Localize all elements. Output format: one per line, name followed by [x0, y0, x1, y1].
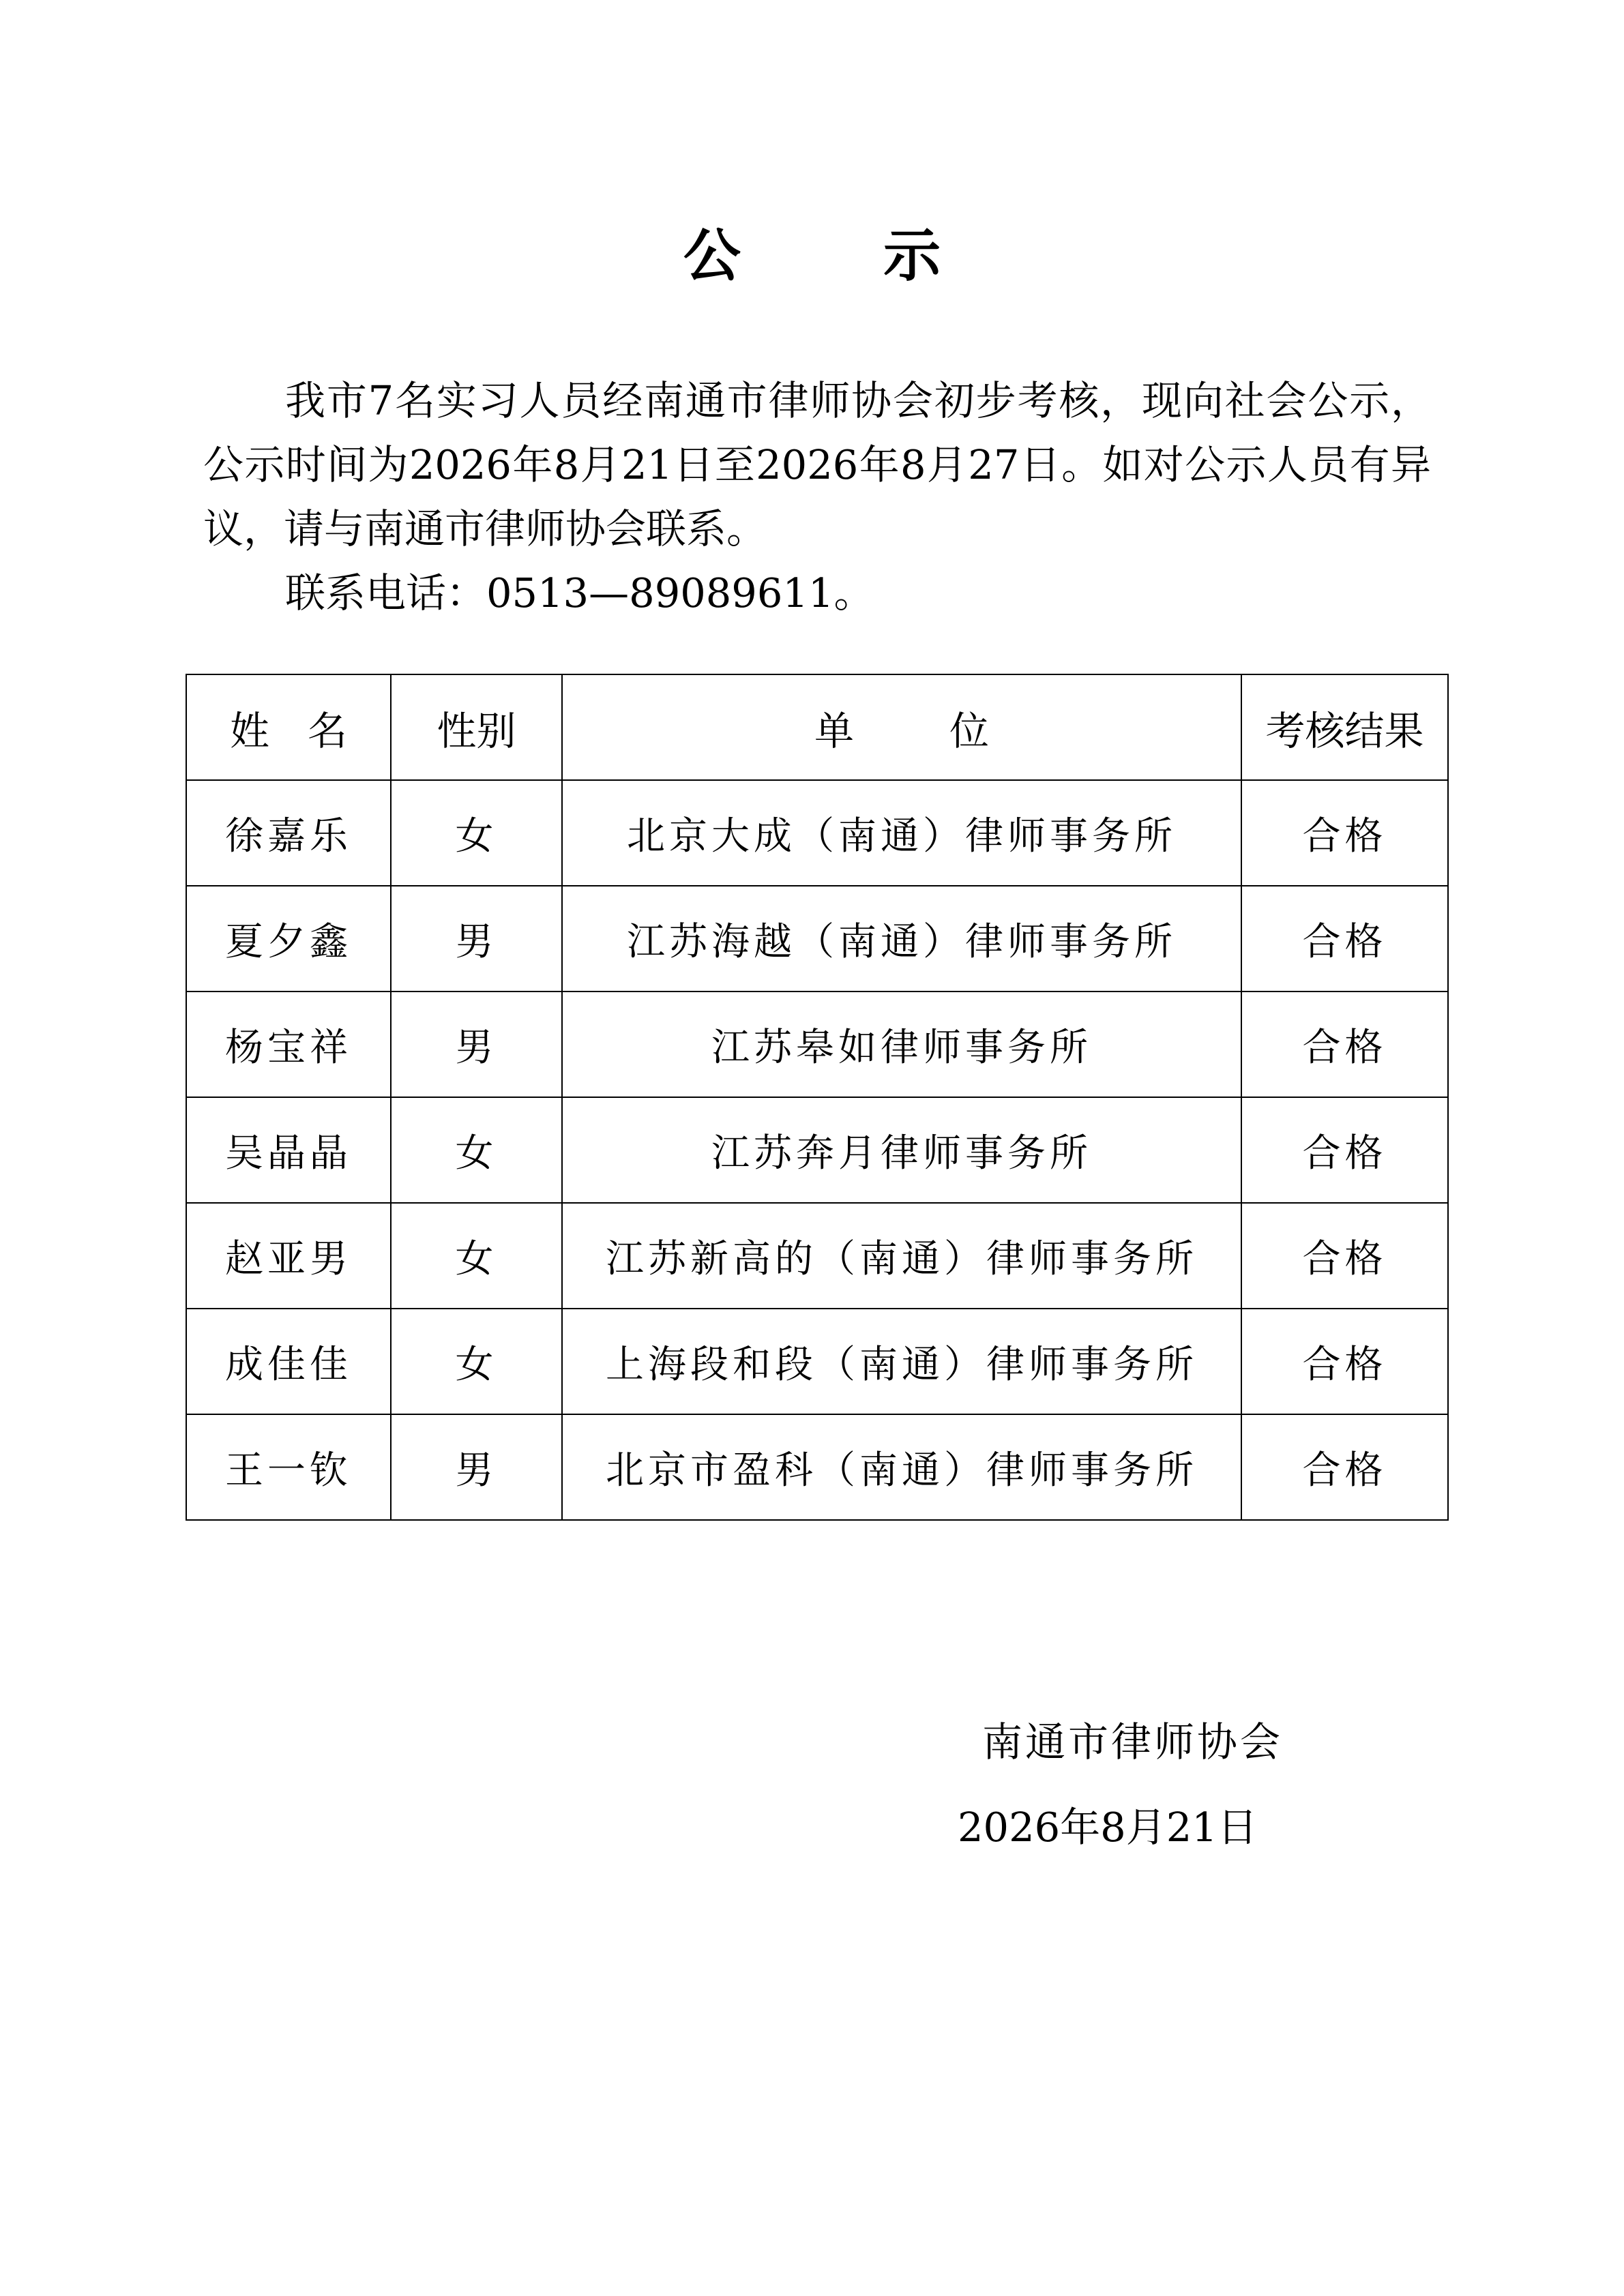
cell-name: 成佳佳 — [186, 1309, 391, 1414]
header-gender: 性别 — [391, 674, 562, 780]
cell-name: 赵亚男 — [186, 1203, 391, 1309]
notice-title: 公 示 — [683, 222, 1003, 289]
header-result: 考核结果 — [1241, 674, 1448, 780]
cell-unit: 北京市盈科（南通）律师事务所 — [562, 1414, 1241, 1520]
cell-gender: 女 — [391, 1309, 562, 1414]
table-row — [186, 1414, 1448, 1520]
cell-unit: 江苏海越（南通）律师事务所 — [562, 886, 1241, 992]
contact-phone-paragraph: 联系电话：0513—89089611。 — [285, 569, 874, 616]
table-row — [186, 992, 1448, 1097]
cell-result: 合格 — [1241, 1414, 1448, 1520]
trainee-roster-table — [186, 674, 1449, 1521]
cell-name: 王一钦 — [186, 1414, 391, 1520]
cell-gender: 女 — [391, 780, 562, 886]
cell-name: 夏夕鑫 — [186, 886, 391, 992]
cell-unit: 上海段和段（南通）律师事务所 — [562, 1309, 1241, 1414]
cell-unit: 江苏奔月律师事务所 — [562, 1097, 1241, 1203]
cell-result: 合格 — [1241, 886, 1448, 992]
cell-result: 合格 — [1241, 1309, 1448, 1414]
cell-result: 合格 — [1241, 1097, 1448, 1203]
table-row — [186, 1309, 1448, 1414]
cell-result: 合格 — [1241, 1203, 1448, 1309]
cell-gender: 男 — [391, 886, 562, 992]
cell-gender: 男 — [391, 1414, 562, 1520]
cell-unit: 江苏皋如律师事务所 — [562, 992, 1241, 1097]
notice-paragraph: 我市7名实习人员经南通市律师协会初步考核，现向社会公示，公示时间为2026年8月21日至2026年8月27日。如对公示人员有异议，请与南通市律师协会联系。 — [203, 377, 1431, 552]
header-unit: 单位 — [562, 674, 1241, 780]
cell-result: 合格 — [1241, 780, 1448, 886]
cell-gender: 男 — [391, 992, 562, 1097]
table-row — [186, 780, 1448, 886]
cell-unit: 北京大成（南通）律师事务所 — [562, 780, 1241, 886]
cell-unit: 江苏新高的（南通）律师事务所 — [562, 1203, 1241, 1309]
signing-organization: 南通市律师协会 — [982, 1718, 1284, 1765]
cell-gender: 女 — [391, 1097, 562, 1203]
table-row — [186, 1097, 1448, 1203]
cell-name: 徐嘉乐 — [186, 780, 391, 886]
cell-gender: 女 — [391, 1203, 562, 1309]
signing-date: 2026年8月21日 — [958, 1804, 1258, 1851]
cell-name: 吴晶晶 — [186, 1097, 391, 1203]
table-header-row — [186, 674, 1448, 780]
cell-result: 合格 — [1241, 992, 1448, 1097]
cell-name: 杨宝祥 — [186, 992, 391, 1097]
table-row — [186, 886, 1448, 992]
table-row — [186, 1203, 1448, 1309]
header-name: 姓名 — [186, 674, 391, 780]
